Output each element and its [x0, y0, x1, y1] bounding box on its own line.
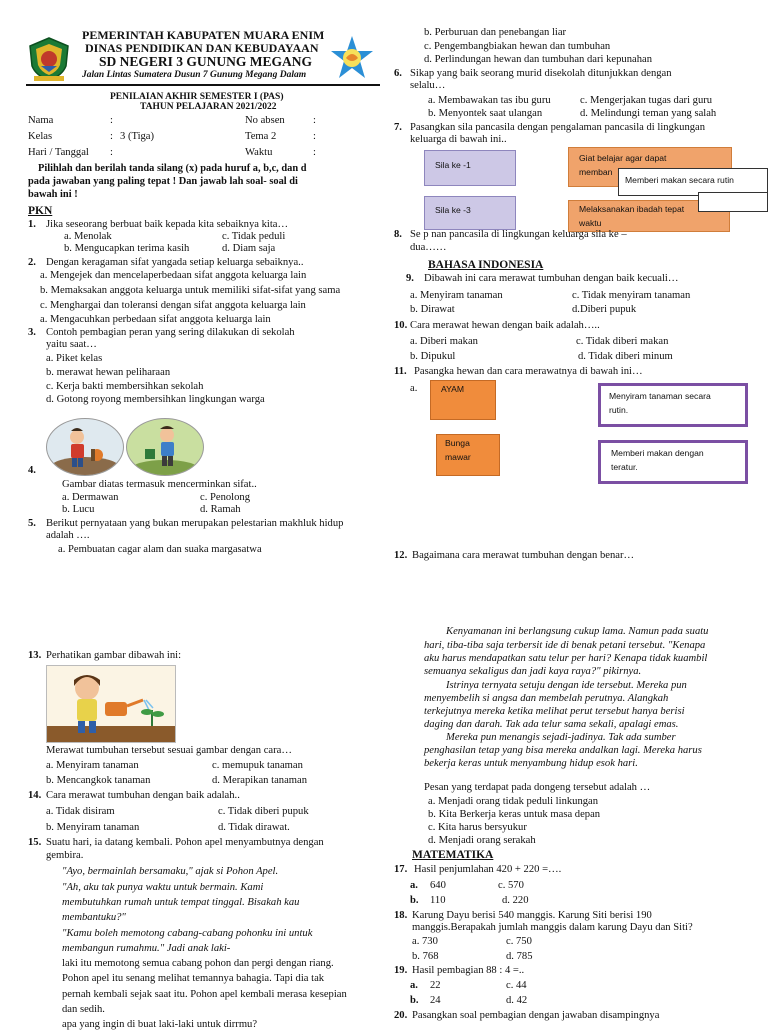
- care-box-memberi-makan[interactable]: [598, 440, 748, 484]
- q16-story-line10: penghasilan tetap yang bisa mereka andalkan lagi. Mereka harus: [424, 745, 702, 756]
- q5-option-b[interactable]: b. Perburuan dan penebangan liar: [424, 27, 567, 38]
- q13-option-a[interactable]: a. Menyiram tanaman: [46, 760, 139, 771]
- q4-option-a[interactable]: a. Dermawan: [62, 492, 119, 503]
- q18-text2: manggis.Berapakah jumlah manggis dalam karung Dayu dan Siti?: [412, 922, 693, 933]
- sila-1-label: Sila ke -1: [435, 160, 471, 170]
- no-absen-label: No absen: [245, 115, 285, 126]
- waktu-colon: :: [313, 147, 316, 158]
- sila-1-box[interactable]: [424, 150, 516, 186]
- q17-option-c[interactable]: c. 570: [498, 880, 524, 891]
- matematika-heading: MATEMATIKA: [412, 849, 494, 861]
- q16-story-line6: menyembelih si angsa dan membelah perutnya. Alangkah: [424, 693, 669, 704]
- q15-story-line1: "Ayo, bermainlah bersamaku," ajak si Pohon Apel.: [62, 866, 279, 877]
- q6-option-b[interactable]: b. Menyontek saat ulangan: [428, 108, 543, 119]
- q15-text: Suatu hari, ia datang kembali. Pohon apel menyambutnya dengan: [46, 837, 324, 848]
- q13-option-c[interactable]: c. memupuk tanaman: [212, 760, 303, 771]
- q5-text: Berikut pernyataan yang bukan merupakan pelestarian makhluk hidup: [46, 518, 344, 529]
- q13-number: 13.: [28, 650, 42, 661]
- q7-number: 7.: [394, 122, 402, 133]
- hari-label: Hari / Tanggal: [28, 147, 89, 158]
- q4-option-c[interactable]: c. Penolong: [200, 492, 251, 503]
- q8-text: Se p nan pancasila di lingkungan keluarga sila ke –: [410, 229, 627, 240]
- tema-label: Tema 2: [245, 131, 277, 142]
- q3-option-a[interactable]: a. Piket kelas: [46, 353, 103, 364]
- q10-option-a[interactable]: a. Diberi makan: [410, 336, 478, 347]
- q5-option-c[interactable]: c. Pengembangbiakan hewan dan tumbuhan: [424, 41, 611, 52]
- q13-option-d[interactable]: d. Merapikan tanaman: [212, 775, 308, 786]
- q6-option-c[interactable]: c. Mengerjakan tugas dari guru: [580, 95, 713, 106]
- q14-option-c[interactable]: c. Tidak diberi pupuk: [218, 806, 309, 817]
- bunga-label: Bunga: [445, 438, 470, 448]
- q18-option-c[interactable]: c. 750: [506, 936, 532, 947]
- q15-story2-line2: Pohon apel itu senang melihat temannya bahagia. Tapi dia tak: [62, 973, 325, 984]
- q18-text: Karung Dayu berisi 540 manggis. Karung Siti berisi 190: [412, 910, 652, 921]
- q16-story-line3: aku harus mendapatkan satu telur per hari? Kenapa tidak kuambil: [424, 653, 708, 664]
- mawar-label: mawar: [445, 451, 471, 462]
- q11-option-a: a.: [410, 383, 418, 394]
- helping-child-image-2: [126, 418, 204, 476]
- kelas-value: 3 (Tiga): [120, 131, 155, 142]
- q19-option-a[interactable]: 22: [430, 980, 441, 991]
- q5-text2: adalah ….: [46, 530, 90, 541]
- q14-option-d[interactable]: d. Tidak dirawat.: [218, 822, 290, 833]
- q4-option-d[interactable]: d. Ramah: [200, 504, 241, 515]
- watering-girl-image: [46, 665, 176, 743]
- ayam-label: AYAM: [441, 384, 465, 394]
- q16-story-line5: Istrinya ternyata setuju dengan ide tersebut. Mereka pun: [446, 680, 687, 691]
- q11-text: Pasangka hewan dan cara merawatnya di bawah ini…: [414, 366, 643, 377]
- q3-text: Contoh pembagian peran yang sering dilakukan di sekolah: [46, 327, 295, 338]
- no-absen-colon: :: [313, 115, 316, 126]
- q1-option-b[interactable]: b. Mengucapkan terima kasih: [64, 243, 190, 254]
- q16-option-a[interactable]: a. Menjadi orang tidak peduli linkungan: [428, 796, 599, 807]
- q3-option-c[interactable]: c. Kerja bakti membersihkan sekolah: [46, 381, 204, 392]
- q9-number: 9.: [406, 273, 414, 284]
- q16-story-line11: bekerja keras untuk menyambung hidup esok hari.: [424, 758, 638, 769]
- q9-text: Dibawah ini cara merawat tumbuhan dengan baik kecuali…: [424, 273, 679, 284]
- q14-option-b[interactable]: b. Menyiram tanaman: [46, 822, 140, 833]
- q17-option-a-letter: a.: [410, 880, 418, 891]
- q14-option-a[interactable]: a. Tidak disiram: [46, 806, 115, 817]
- q10-option-c[interactable]: c. Tidak diberi makan: [576, 336, 669, 347]
- q16-text: Pesan yang terdapat pada dongeng tersebut adalah …: [424, 782, 651, 793]
- q19-text: Hasil pembagian 88 : 4 =..: [412, 965, 525, 976]
- q16-story-line7: terkejutnya mereka ketika melihat perut tersebut hanya berisi: [424, 706, 685, 717]
- q2-text: Dengan keragaman sifat yangada setiap keluarga sebaiknya..: [46, 257, 304, 268]
- bahasa-heading: BAHASA INDONESIA: [428, 259, 544, 271]
- q10-number: 10.: [394, 320, 408, 331]
- q6-option-d[interactable]: d. Melindungi teman yang salah: [580, 108, 717, 119]
- answer-giat-line1: Giat belajar agar dapat: [579, 153, 667, 163]
- answer-ibadah-line1: Melaksanakan ibadah tepat: [579, 204, 685, 214]
- muara-enim-logo: [26, 36, 72, 82]
- q2-option-c[interactable]: c. Menghargai dan toleransi dengan sifat anggota keluarga lain: [40, 300, 306, 311]
- tut-wuri-handayani-logo: [328, 34, 376, 82]
- q16-story-line8: daging dan darah. Tak ada telur sama sekali, apalagi emas.: [424, 719, 679, 730]
- sila-3-label: Sila ke -3: [435, 205, 471, 215]
- q18-option-d[interactable]: d. 785: [506, 951, 533, 962]
- q4-text: Gambar diatas termasuk mencerminkan sifat..: [62, 479, 257, 490]
- q6-text2: selalu…: [410, 80, 446, 91]
- care-memberi-line1: Memberi makan dengan: [611, 448, 704, 458]
- q13-option-b[interactable]: b. Mencangkok tanaman: [46, 775, 151, 786]
- answer-ibadah-line2: waktu: [579, 217, 602, 228]
- instruction-line3: bawah ini !: [28, 189, 78, 200]
- pkn-heading: PKN: [28, 205, 53, 217]
- q15-story-line3: membutuhkan rumah untuk tempat tinggal. Bisakah kau: [62, 897, 300, 908]
- q15-story-line2: "Ah, aku tak punya waktu untuk bermain. Kami: [62, 882, 264, 893]
- q5-option-a[interactable]: a. Pembuatan cagar alam dan suaka margasatwa: [58, 544, 262, 555]
- q4-number: 4.: [28, 465, 36, 476]
- q5-number: 5.: [28, 518, 36, 529]
- q20-text: Pasangkan soal pembagian dengan jawaban disampingnya: [412, 1010, 660, 1021]
- waktu-label: Waktu: [245, 147, 273, 158]
- q2-option-d[interactable]: a. Mengacuhkan perbedaan sifat anggota keluarga lain: [40, 314, 271, 325]
- care-menyiram-line2: rutin.: [609, 404, 629, 415]
- answer-box-empty[interactable]: [698, 192, 768, 212]
- q19-number: 19.: [394, 965, 408, 976]
- header-address: Jalan Lintas Sumatera Dusun 7 Gunung Megang Dalam: [82, 70, 307, 80]
- q1-option-a[interactable]: a. Menolak: [64, 231, 112, 242]
- q17-option-b[interactable]: 110: [430, 895, 446, 906]
- q19-option-a-letter: a.: [410, 980, 418, 991]
- q15-story2-line5: apa yang ingin di buat laki-laki untuk dirrmu?: [62, 1019, 258, 1030]
- q14-text: Cara merawat tumbuhan dengan baik adalah..: [46, 790, 240, 801]
- header-line3: SD NEGERI 3 GUNUNG MEGANG: [99, 54, 313, 69]
- q17-text: Hasil penjumlahan 420 + 220 =….: [414, 864, 562, 875]
- q10-text: Cara merawat hewan dengan baik adalah…..: [410, 320, 600, 331]
- care-memberi-line2: teratur.: [611, 461, 638, 472]
- q5-option-d[interactable]: d. Perlindungan hewan dan tumbuhan dari kepunahan: [424, 54, 652, 65]
- q10-option-b[interactable]: b. Dipukul: [410, 351, 456, 362]
- answer-memberi-makan-label: Memberi makan secara rutin: [625, 175, 734, 185]
- bunga-mawar-box[interactable]: [436, 434, 500, 476]
- q16-story-line9: Mereka pun menangis sejadi-jadinya. Tak ada sumber: [446, 732, 676, 743]
- q15-story-line4: membantuku?": [62, 912, 126, 923]
- q15-story2-line4: dan sedih.: [62, 1004, 105, 1015]
- q16-option-b[interactable]: b. Kita Berkerja keras untuk masa depan: [428, 809, 601, 820]
- q17-option-b-letter: b.: [410, 895, 419, 906]
- q1-number: 1.: [28, 219, 36, 230]
- q9-option-b[interactable]: b. Dirawat: [410, 304, 455, 315]
- kelas-colon: :: [110, 131, 113, 142]
- q15-story-line5: "Kamu boleh memotong cabang-cabang pohonku ini untuk: [62, 928, 313, 939]
- q3-option-d[interactable]: d. Gotong royong membersihkan lingkungan warga: [46, 394, 265, 405]
- q18-option-b[interactable]: b. 768: [412, 951, 439, 962]
- q17-option-a[interactable]: 640: [430, 880, 446, 891]
- tema-colon: :: [313, 131, 316, 142]
- ayam-box[interactable]: [430, 380, 496, 420]
- q1-text: Jika seseorang berbuat baik kepada kita sebaiknya kita…: [46, 219, 289, 230]
- kelas-label: Kelas: [28, 131, 53, 142]
- q1-option-c[interactable]: c. Tidak peduli: [222, 231, 286, 242]
- q15-number: 15.: [28, 837, 42, 848]
- q16-story-line2: hari, tiba-tiba saja terbersit ide di benak petani tersebut. "Kenapa: [424, 640, 706, 651]
- answer-giat-line2: memban: [579, 166, 613, 177]
- q19-option-b-letter: b.: [410, 995, 419, 1006]
- q3-option-b[interactable]: b. merawat hewan peliharaan: [46, 367, 171, 378]
- q19-option-b[interactable]: 24: [430, 995, 441, 1006]
- helping-child-image-1: [46, 418, 124, 476]
- q16-story-line1: Kenyamanan ini berlangsung cukup lama. Namun pada suatu: [446, 626, 709, 637]
- q2-number: 2.: [28, 257, 36, 268]
- care-menyiram-line1: Menyiram tanaman secara: [609, 391, 711, 401]
- q19-option-c[interactable]: c. 44: [506, 980, 527, 991]
- q3-number: 3.: [28, 327, 36, 338]
- q6-text: Sikap yang baik seorang murid disekolah ditunjukkan dengan: [410, 68, 672, 79]
- nama-colon: :: [110, 115, 113, 126]
- hari-colon: :: [110, 147, 113, 158]
- q16-option-c[interactable]: c. Kita harus bersyukur: [428, 822, 527, 833]
- q4-option-b[interactable]: b. Lucu: [62, 504, 95, 515]
- header-line1: PEMERINTAH KABUPATEN MUARA ENIM: [82, 28, 325, 42]
- q2-option-b[interactable]: b. Memaksakan anggota keluarga untuk memiliki sifat-sifat yang sama: [40, 285, 341, 296]
- instruction-line2: pada jawaban yang paling tepat ! Dan jawab lah soal- soal di: [28, 176, 298, 187]
- q8-number: 8.: [394, 229, 402, 240]
- q1-option-d[interactable]: d. Diam saja: [222, 243, 276, 254]
- q8-text2: dua……: [410, 242, 447, 253]
- q15-story2-line3: pernah kembali sejak saat itu. Pohon apel kembali merasa kesepian: [62, 989, 347, 1000]
- q11-number: 11.: [394, 366, 407, 377]
- q9-option-d[interactable]: d.Diberi pupuk: [572, 304, 637, 315]
- q13-text2: Merawat tumbuhan tersebut sesuai gambar dengan cara…: [46, 745, 292, 756]
- exam-year: TAHUN PELAJARAN 2021/2022: [140, 102, 277, 112]
- q15-story2-line1: laki itu memotong semua cabang pohon dan pergi dengan riang.: [62, 958, 334, 969]
- q13-text: Perhatikan gambar dibawah ini:: [46, 650, 182, 661]
- q9-option-c[interactable]: c. Tidak menyiram tanaman: [572, 290, 691, 301]
- q20-number: 20.: [394, 1010, 408, 1021]
- exam-title: PENILAIAN AKHIR SEMESTER I (PAS): [110, 92, 284, 102]
- q10-option-d[interactable]: d. Tidak diberi minum: [578, 351, 673, 362]
- q19-option-d[interactable]: d. 42: [506, 995, 528, 1006]
- q12-number: 12.: [394, 550, 408, 561]
- q14-number: 14.: [28, 790, 42, 801]
- care-box-menyiram[interactable]: [598, 383, 748, 427]
- q16-story-line4: semuanya sekaligus dan jadi kaya raya?" pikirnya.: [424, 666, 642, 677]
- nama-label: Nama: [28, 115, 54, 126]
- q15-story-line6: membangun rumahmu." Jadi anak laki-: [62, 943, 231, 954]
- sila-3-box[interactable]: [424, 196, 516, 230]
- q9-option-a[interactable]: a. Menyiram tanaman: [410, 290, 503, 301]
- q12-text: Bagaimana cara merawat tumbuhan dengan benar…: [412, 550, 635, 561]
- q7-text: Pasangkan sila pancasila dengan pengalaman pancasila di lingkungan: [410, 122, 706, 133]
- q2-option-a[interactable]: a. Mengejek dan mencelaperbedaan sifat anggota keluarga lain: [40, 270, 307, 281]
- header-rule: [26, 84, 380, 86]
- q3-text2: yaitu saat…: [46, 339, 97, 350]
- q17-option-d[interactable]: d. 220: [502, 895, 529, 906]
- q6-option-a[interactable]: a. Membawakan tas ibu guru: [428, 95, 551, 106]
- q17-number: 17.: [394, 864, 408, 875]
- q7-text2: keluarga di bawah ini..: [410, 134, 507, 145]
- q18-option-a[interactable]: a. 730: [412, 936, 438, 947]
- instruction-line1: Pilihlah dan berilah tanda silang (x) pada huruf a, b,c, dan d: [38, 163, 307, 174]
- q6-number: 6.: [394, 68, 402, 79]
- q16-option-d[interactable]: d. Menjadi orang serakah: [428, 835, 536, 846]
- q18-number: 18.: [394, 910, 408, 921]
- q15-text2: gembira.: [46, 850, 84, 861]
- header-line2: DINAS PENDIDIKAN DAN KEBUDAYAAN: [85, 41, 319, 55]
